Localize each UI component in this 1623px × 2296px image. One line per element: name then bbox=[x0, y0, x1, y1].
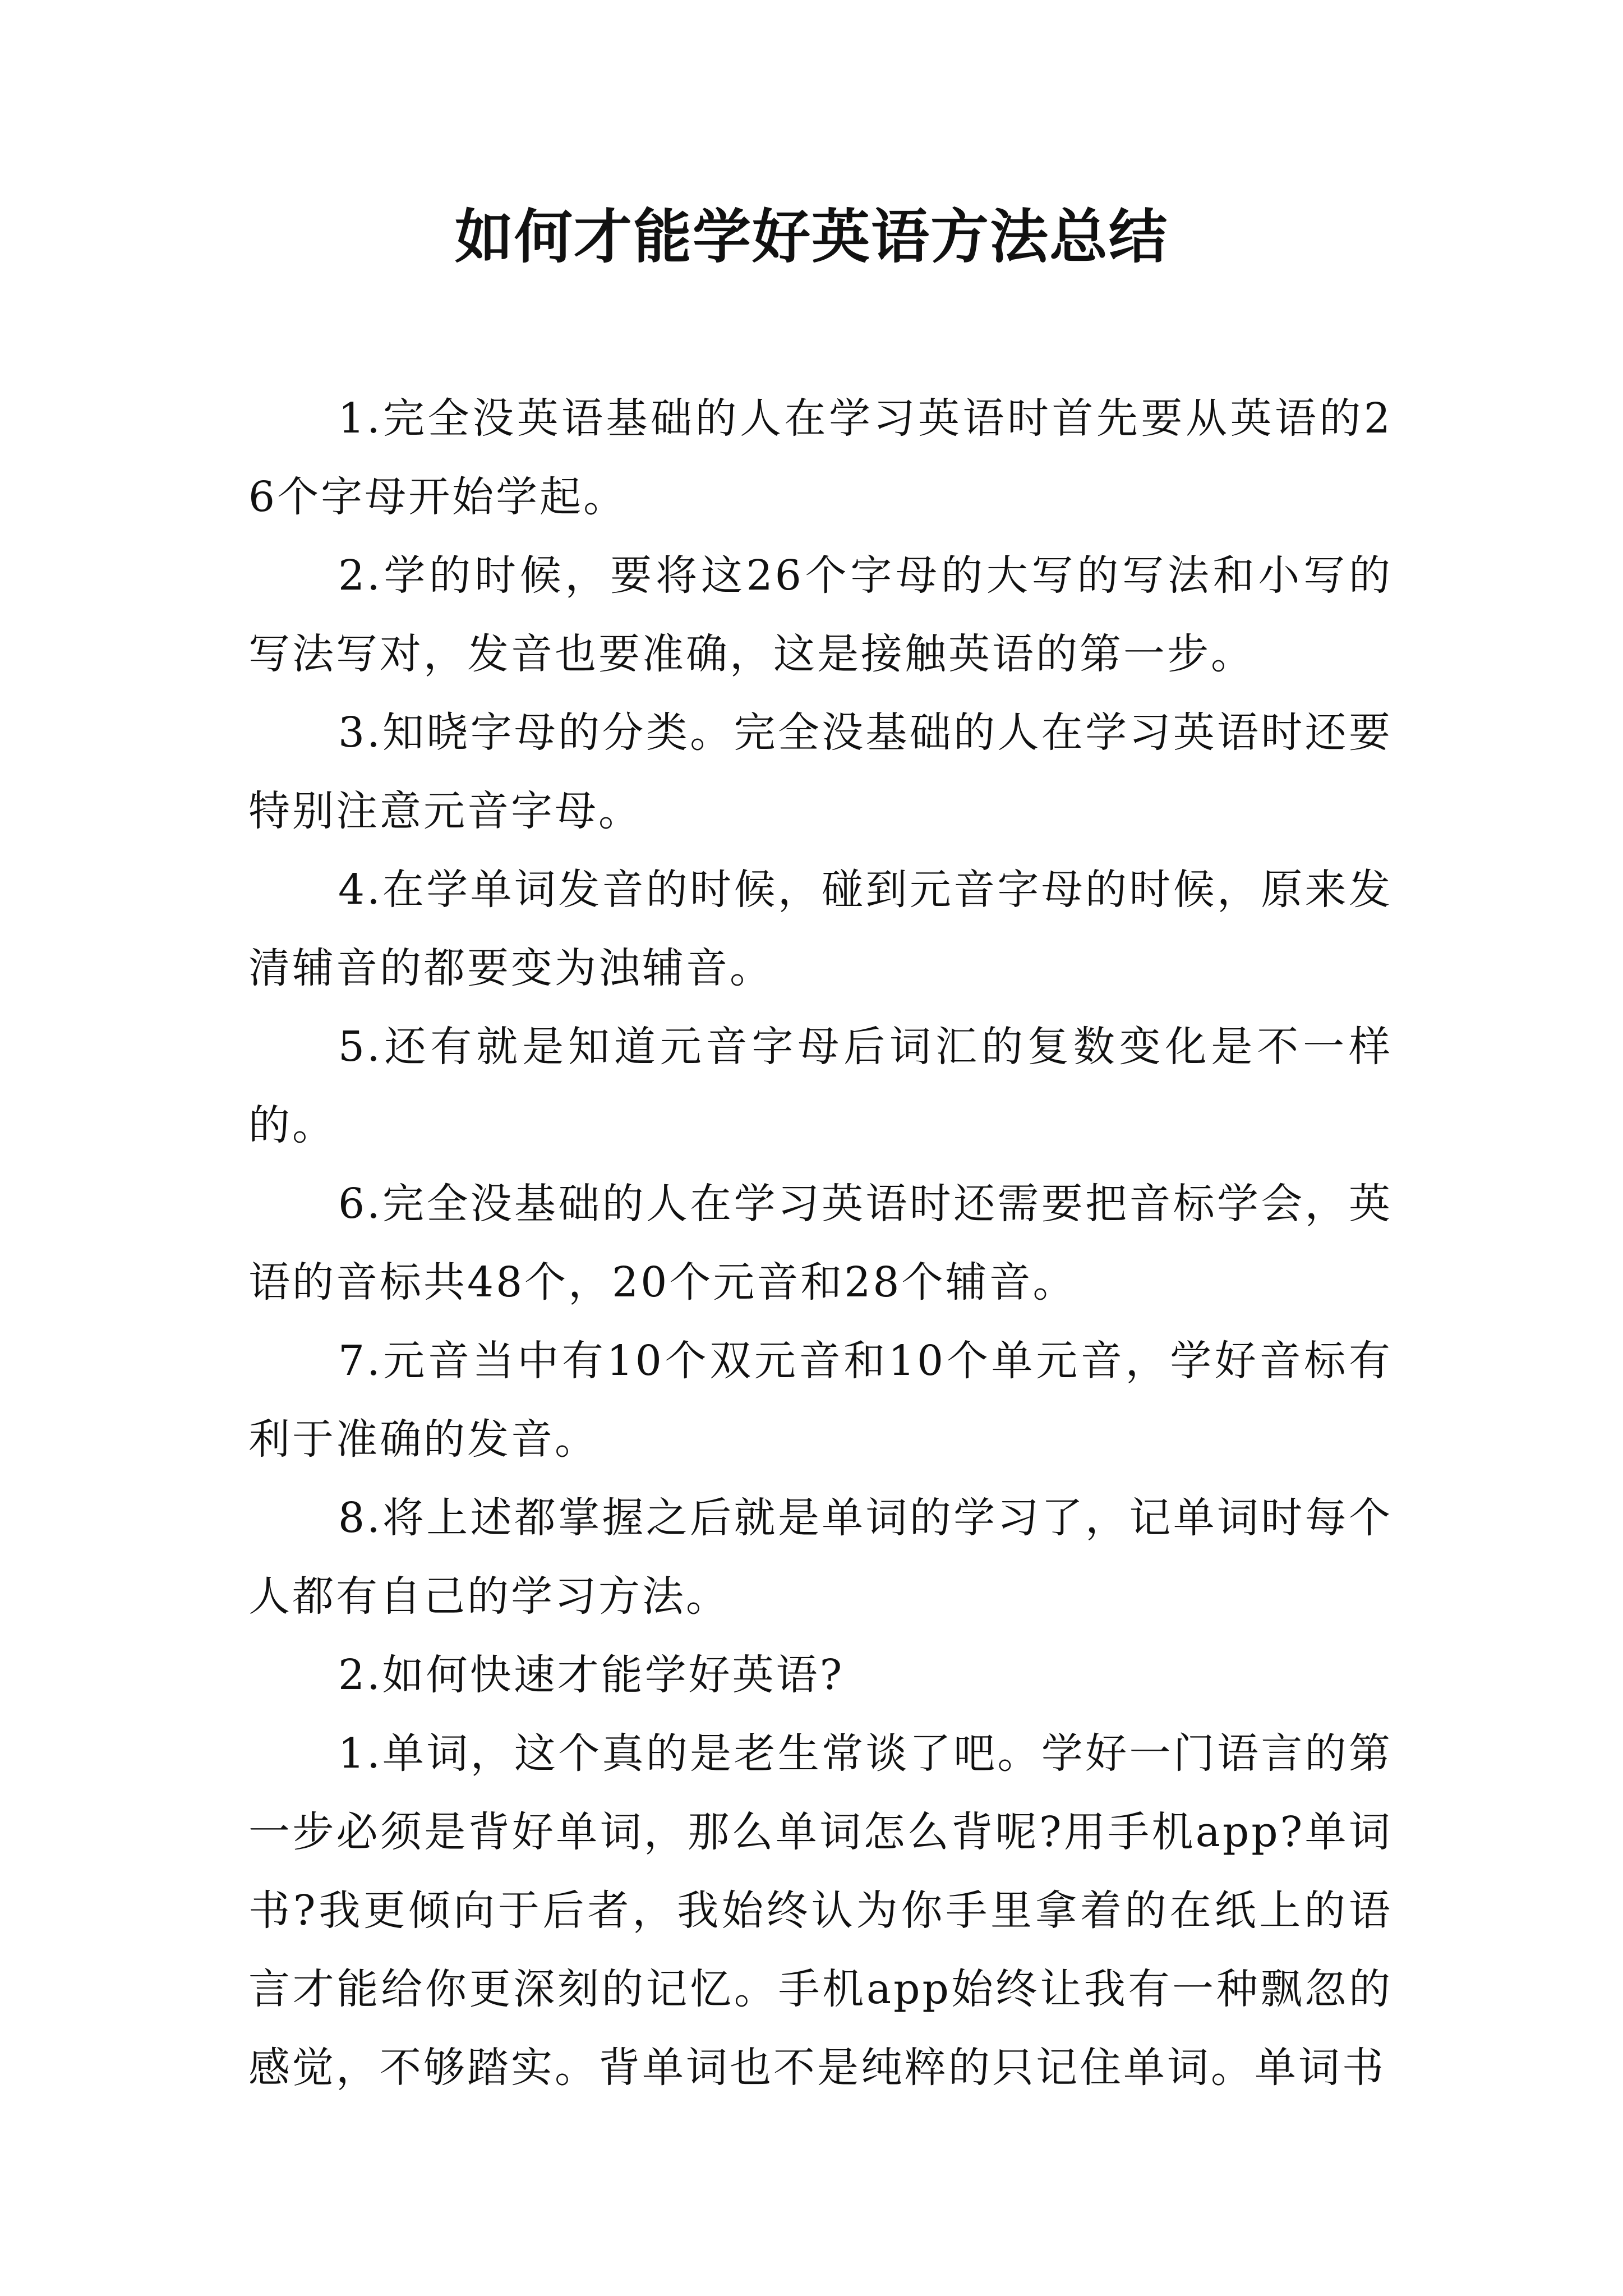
paragraph-1: 1.完全没英语基础的人在学习英语时首先要从英语的26个字母开始学起。 bbox=[248, 394, 1393, 521]
paragraph-5: 5.还有就是知道元音字母后词汇的复数变化是不一样的。 bbox=[248, 1023, 1393, 1149]
section-question: 2.如何快速才能学好英语? bbox=[338, 1651, 845, 1699]
paragraph-3: 3.知晓字母的分类。完全没基础的人在学习英语时还要特别注意元音字母。 bbox=[248, 708, 1393, 835]
paragraph-4: 4.在学单词发音的时候，碰到元音字母的时候，原来发清辅音的都要变为浊辅音。 bbox=[248, 866, 1393, 992]
paragraph-6: 6.完全没基础的人在学习英语时还需要把音标学会，英语的音标共48个，20个元音和28个辅音。 bbox=[248, 1180, 1393, 1306]
paragraph-7: 7.元音当中有10个双元音和10个单元音，学好音标有利于准确的发音。 bbox=[248, 1337, 1393, 1464]
document-title: 如何才能学好英语方法总结 bbox=[454, 202, 1168, 271]
paragraph-8: 8.将上述都掌握之后就是单词的学习了，记单词时每个人都有自己的学习方法。 bbox=[248, 1494, 1393, 1621]
document-body bbox=[248, 379, 1393, 2107]
paragraph-2: 2.学的时候，要将这26个字母的大写的写法和小写的写法写对，发音也要准确，这是接触英语的第一步。 bbox=[248, 551, 1393, 678]
paragraph-words: 1.单词，这个真的是老生常谈了吧。学好一门语言的第一步必须是背好单词，那么单词怎么背呢?用手机app?单词书?我更倾向于后者，我始终认为你手里拿着的在纸上的语言才能给你更深刻的记忆。手机app始终让我有一种飘忽的感觉，不够踏实。背单词也不是纯粹的只记住单词。单词书 bbox=[248, 1729, 1393, 2092]
